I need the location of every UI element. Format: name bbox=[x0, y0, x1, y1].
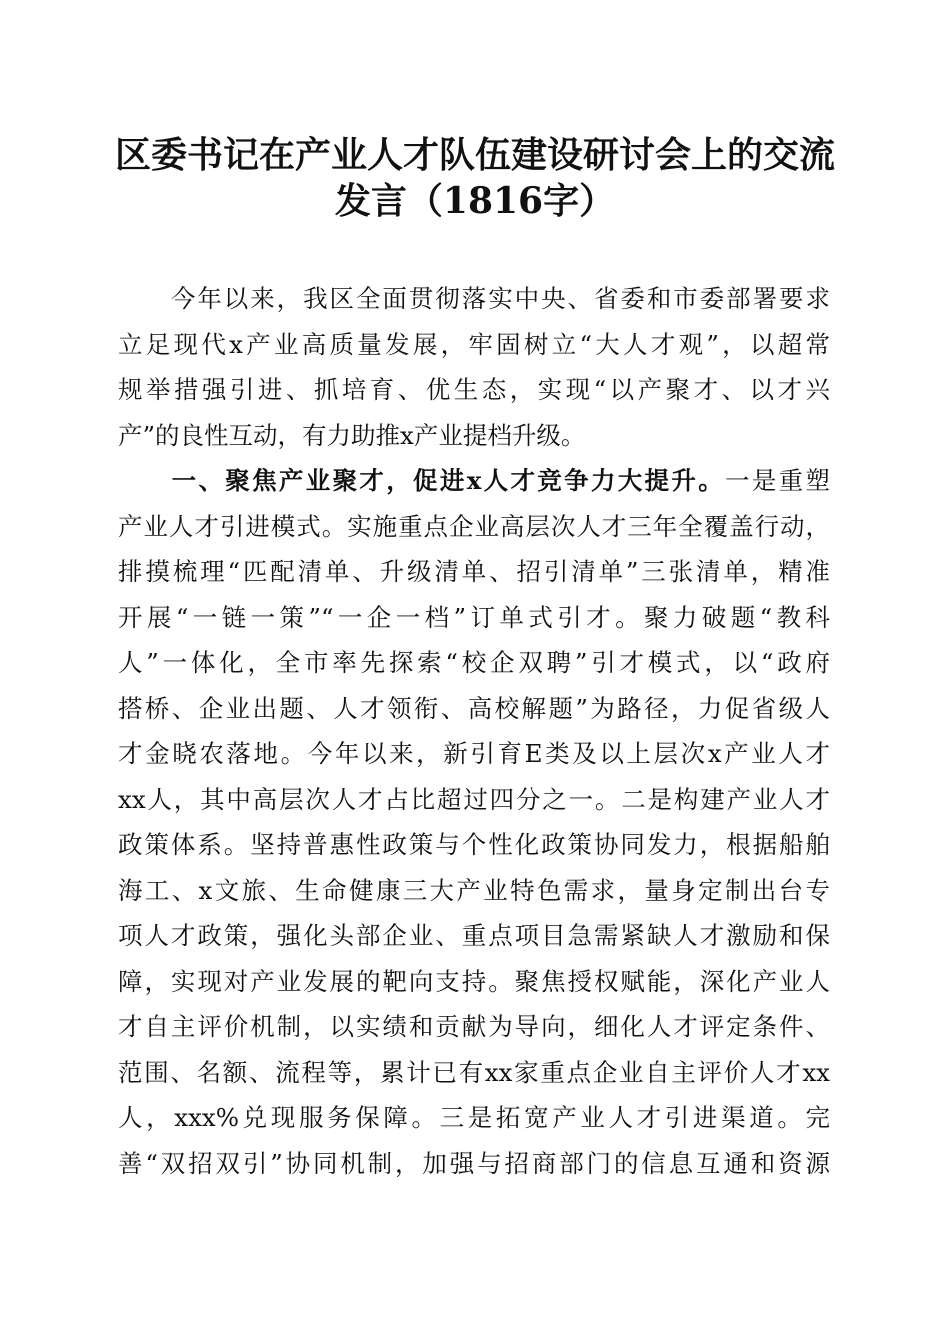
body-line-15: 项人才政策，强化头部企业、重点项目急需紧缺人才激励和保 bbox=[118, 921, 830, 950]
body-line-13: 政策体系。坚持普惠性政策与个性化政策协同发力，根据船舶 bbox=[118, 830, 830, 859]
body-line-14: 海工、x文旅、生命健康三大产业特色需求，量身定制出台专 bbox=[118, 875, 830, 905]
body-line-1: 今年以来，我区全面贯彻落实中央、省委和市委部署要求 bbox=[118, 284, 830, 313]
body-line-12: xx人，其中高层次人才占比超过四分之一。二是构建产业人才 bbox=[118, 784, 830, 814]
title-line-2: 发言（1816字） bbox=[334, 180, 616, 222]
body-line-6: 产业人才引进模式。实施重点企业高层次人才三年全覆盖行动， bbox=[118, 511, 830, 541]
body-line-4: 产”的良性互动，有力助推x产业提档升级。 bbox=[118, 420, 586, 450]
body-line-7: 排摸梳理“匹配清单、升级清单、招引清单”三张清单，精准 bbox=[118, 557, 830, 586]
body-line-18: 范围、名额、流程等，累计已有xx家重点企业自主评价人才xx bbox=[118, 1057, 830, 1087]
body-line-11: 才金晓农落地。今年以来，新引育E类及以上层次x产业人才 bbox=[118, 739, 830, 768]
body-line-17: 才自主评价机制，以实绩和贡献为导向，细化人才评定条件、 bbox=[118, 1012, 830, 1041]
document-title bbox=[110, 132, 840, 224]
body-line-16: 障，实现对产业发展的靶向支持。聚焦授权赋能，深化产业人 bbox=[118, 966, 830, 996]
body-line-5 bbox=[118, 458, 830, 504]
document-body bbox=[118, 276, 830, 1186]
body-line-2: 立足现代x产业高质量发展，牢固树立“大人才观”，以超常 bbox=[118, 329, 830, 359]
title-line-1: 区委书记在产业人才队伍建设研讨会上的交流 bbox=[114, 134, 835, 176]
body-line-5-rest: 一是重塑 bbox=[725, 466, 830, 495]
body-line-8: 开展“一链一策”“一企一档”订单式引才。聚力破题“教科 bbox=[118, 602, 830, 632]
body-line-20: 善“双招双引”协同机制，加强与招商部门的信息互通和资源 bbox=[118, 1148, 830, 1178]
section-heading-1: 一、聚焦产业聚才，促进x人才竞争力大提升。 bbox=[118, 466, 726, 495]
body-line-19: 人，xxx%兑现服务保障。三是拓宽产业人才引进渠道。完 bbox=[118, 1103, 830, 1132]
body-line-10: 搭桥、企业出题、人才领衔、高校解题”为路径，力促省级人 bbox=[118, 693, 830, 723]
body-line-3: 规举措强引进、抓培育、优生态，实现“以产聚才、以才兴 bbox=[118, 375, 830, 404]
body-line-9: 人”一体化，全市率先探索“校企双聘”引才模式，以“政府 bbox=[118, 648, 830, 677]
